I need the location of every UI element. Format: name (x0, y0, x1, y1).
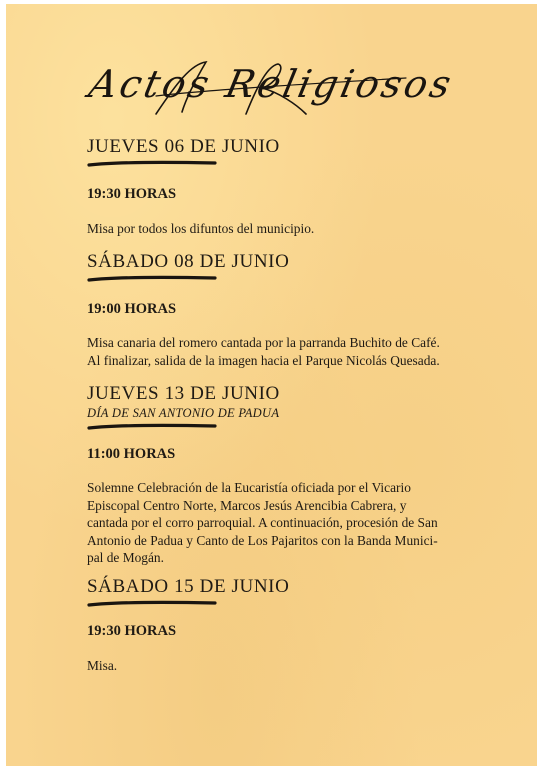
event-day: JUEVES 13 DE JUNIO (87, 383, 280, 404)
description-line: Solemne Celebración de la Eucaristía oficiada por el Vicario (87, 480, 411, 495)
event-description (87, 220, 467, 238)
event-description (87, 479, 467, 567)
brush-stroke-icon (87, 275, 217, 283)
event-time: 19:30 HORAS (87, 623, 177, 639)
program-page (6, 4, 537, 766)
event-description (87, 334, 467, 369)
brush-stroke-icon (87, 600, 217, 608)
event-4-header (87, 576, 487, 608)
brush-stroke-icon (87, 160, 217, 168)
description-line: cantada por el corro parroquial. A continuación, procesión de San (87, 515, 438, 530)
event-description (87, 657, 467, 675)
event-1-header (87, 136, 487, 168)
event-2-header (87, 251, 487, 283)
event-time: 19:30 HORAS (87, 186, 177, 202)
event-day: SÁBADO 15 DE JUNIO (87, 576, 290, 597)
description-line: Al finalizar, salida de la imagen hacia el Parque Nicolás Quesada. (87, 352, 440, 368)
title-block (6, 44, 537, 124)
page-title: Actos Religiosos (85, 62, 458, 106)
description-line: Misa. (87, 658, 118, 673)
event-day: JUEVES 06 DE JUNIO (87, 136, 280, 157)
description-line: Misa canaria del romero cantada por la parranda Buchito de Café. (87, 335, 440, 350)
description-line: pal de Mogán. (87, 550, 164, 565)
description-line: Episcopal Centro Norte, Marcos Jesús Arencibia Cabrera, y (87, 497, 407, 513)
event-time: 19:00 HORAS (87, 301, 177, 317)
event-day: SÁBADO 08 DE JUNIO (87, 251, 290, 272)
brush-stroke-icon (87, 423, 217, 431)
event-time: 11:00 HORAS (87, 446, 176, 462)
description-line: Misa por todos los difuntos del municipio. (87, 221, 315, 236)
event-subtitle: DÍA DE SAN ANTONIO DE PADUA (87, 406, 280, 420)
event-3-header (87, 383, 487, 431)
description-line: Antonio de Padua y Canto de Los Pajaritos con la Banda Munici- (87, 532, 438, 548)
